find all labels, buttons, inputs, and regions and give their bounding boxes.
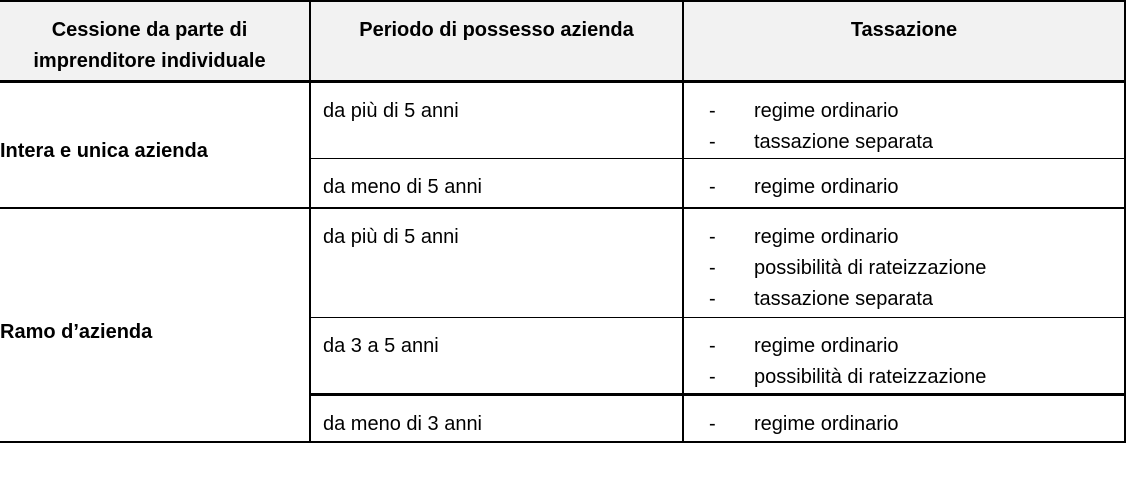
taxation-cell [683,394,1125,442]
taxation-text: regime ordinario [754,99,899,122]
dash-bullet: - [709,257,716,279]
taxation-item [684,253,1124,284]
dash-bullet: - [709,288,716,310]
taxation-text: regime ordinario [754,226,899,248]
table-row [0,81,1125,158]
taxation-item [684,222,1124,253]
header-cell-cessione: Cessione da parte di imprenditore individuale [0,1,310,81]
taxation-item [684,127,1124,158]
period-cell: da più di 5 anni [310,208,683,317]
category-cell-intera-e-unica-azienda: Intera e unica azienda [0,81,310,208]
dash-bullet: - [709,365,716,388]
taxation-item [684,362,1124,393]
taxation-text: possibilità di rateizzazione [754,257,987,279]
dash-bullet: - [709,175,716,198]
taxation-item [684,96,1124,127]
dash-bullet: - [709,334,716,357]
period-cell: da meno di 3 anni [310,394,683,442]
taxation-text: regime ordinario [754,334,899,357]
taxation-cell [683,81,1125,158]
period-cell: da più di 5 anni [310,81,683,158]
header-cell-tassazione: Tassazione [683,1,1125,81]
taxation-cell [683,208,1125,317]
category-cell-ramo-d-azienda: Ramo d’azienda [0,208,310,442]
header-row [0,1,1125,81]
taxation-item [684,409,1124,440]
taxation-text: possibilità di rateizzazione [754,365,987,388]
dash-bullet: - [709,226,716,248]
taxation-text: regime ordinario [754,412,899,435]
header-cell-periodo: Periodo di possesso azienda [310,1,683,81]
taxation-text: regime ordinario [754,175,899,198]
taxation-item [684,172,1124,203]
dash-bullet: - [709,99,716,122]
taxation-text: tassazione separata [754,130,934,153]
taxation-item [684,284,1124,315]
taxation-text: tassazione separata [754,288,934,310]
period-cell: da meno di 5 anni [310,158,683,208]
period-cell: da 3 a 5 anni [310,317,683,394]
table-row [0,208,1125,317]
taxation-cell [683,317,1125,394]
dash-bullet: - [709,130,716,153]
taxation-item [684,331,1124,362]
taxation-cell [683,158,1125,208]
dash-bullet: - [709,412,716,435]
